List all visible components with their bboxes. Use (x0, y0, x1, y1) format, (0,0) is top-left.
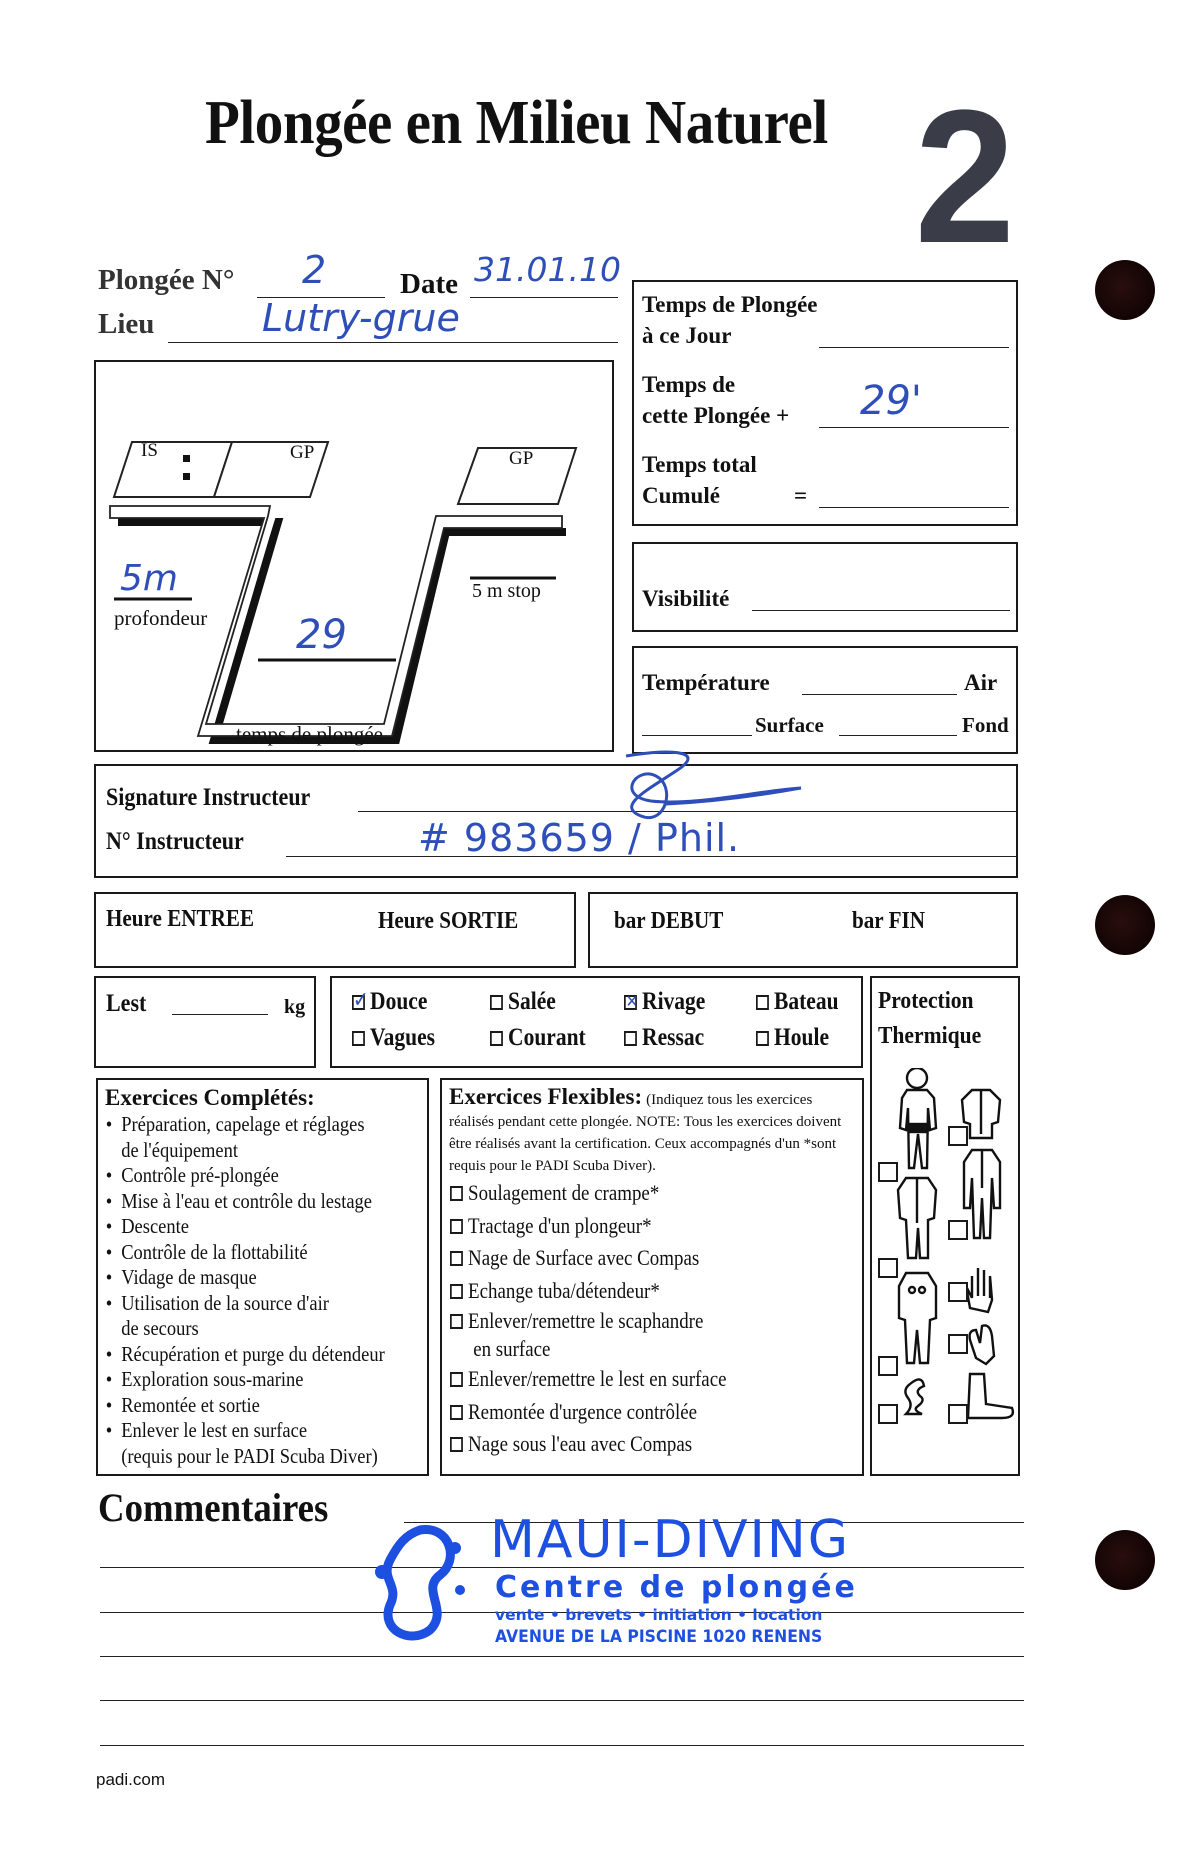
condition-bateau[interactable] (756, 988, 839, 1016)
exercise-checkbox[interactable] (450, 1314, 463, 1329)
tank-pressure-box (588, 892, 1018, 968)
surface-temperature-left-line[interactable] (642, 735, 752, 736)
dive-center-stamp (360, 1510, 880, 1660)
air-temperature-field[interactable] (802, 694, 957, 695)
entry-time-label: Heure ENTREE (106, 906, 255, 932)
this-dive-time-field[interactable] (819, 427, 1009, 428)
dive-profile-box (94, 360, 614, 752)
surface-label: Surface (755, 713, 824, 737)
air-label: Air (964, 670, 998, 695)
weight-box (94, 976, 316, 1068)
stamp-line-1: Centre de plongée (495, 1570, 858, 1605)
page-title: Plongée en Milieu Naturel (205, 89, 828, 157)
place-field[interactable] (168, 342, 618, 343)
date-label: Date (400, 268, 458, 300)
this-dive-time-value: 29' (860, 378, 922, 424)
protection-checkbox-swimsuit[interactable] (878, 1162, 898, 1182)
time-in-out-box (94, 892, 576, 968)
completed-exercises-box (96, 1078, 429, 1476)
weight-label: Lest (106, 990, 147, 1017)
exercise-label: Enlever/remettre le scaphandre (468, 1308, 704, 1333)
exercise-item: • Récupération et purge du détendeur (104, 1342, 440, 1368)
hood-icon (905, 1379, 924, 1414)
boot-icon (968, 1374, 1013, 1418)
condition-label: Courant (508, 1024, 586, 1051)
exercise-item: • Descente (104, 1214, 440, 1240)
shorty-wetsuit-icon (898, 1178, 936, 1258)
exercise-item: • Utilisation de la source d'air (104, 1291, 440, 1317)
flexible-exercises-title: Exercices Flexibles: (449, 1084, 643, 1109)
dive-number-value: 2 (302, 248, 327, 292)
bottom-temperature-field[interactable] (839, 735, 957, 736)
total-time-field[interactable] (819, 507, 1009, 508)
condition-label: Houle (774, 1024, 830, 1051)
condition-ressac[interactable] (624, 1024, 704, 1052)
glove-five-finger-icon (966, 1268, 992, 1312)
exercise-item: • Exploration sous-marine (104, 1367, 440, 1393)
swimsuit-figure-icon (900, 1068, 936, 1168)
exercise-checkbox[interactable] (450, 1372, 463, 1387)
condition-label: Ressac (642, 1024, 705, 1051)
visibility-field[interactable] (752, 610, 1010, 611)
is-separator-dot-bottom (183, 473, 190, 480)
stamp-name: MAUI-DIVING (490, 1510, 851, 1570)
is-label: IS (141, 440, 158, 461)
date-field[interactable] (470, 297, 618, 298)
punch-hole-top (1095, 260, 1155, 320)
exercise-checkbox[interactable] (450, 1437, 463, 1452)
exercise-item: • Enlever le lest en surface (104, 1418, 440, 1444)
weight-field[interactable] (172, 1014, 268, 1015)
exercise-label: Nage sous l'eau avec Compas (468, 1431, 693, 1456)
exercise-label: Remontée d'urgence contrôlée (468, 1398, 698, 1424)
drysuit-icon (899, 1273, 936, 1363)
gp-left-label: GP (290, 442, 315, 463)
instructor-number-label: N° Instructeur (106, 828, 244, 855)
checkbox-courant[interactable] (490, 1031, 503, 1046)
flexible-exercise-item[interactable] (450, 1363, 849, 1396)
exercise-checkbox[interactable] (450, 1186, 463, 1201)
footer-website: padi.com (96, 1770, 165, 1789)
checkbox-douce[interactable] (352, 995, 365, 1010)
instructor-number-value: # 983659 / Phil. (418, 816, 741, 860)
checkbox-houle[interactable] (756, 1031, 769, 1046)
protection-checkbox-drysuit[interactable] (878, 1356, 898, 1376)
flexible-exercises-box (440, 1078, 864, 1476)
completed-exercises-title: Exercices Complétés: (105, 1085, 315, 1110)
depth-label: profondeur (114, 606, 208, 630)
protection-checkbox-boots[interactable] (948, 1404, 968, 1424)
time-to-date-field[interactable] (819, 347, 1009, 348)
exercise-item: • Contrôle pré-plongée (104, 1163, 440, 1189)
condition-label: Douce (370, 988, 428, 1015)
exercise-checkbox[interactable] (450, 1219, 463, 1234)
is-separator-dot-top (183, 455, 190, 462)
condition-vagues[interactable] (352, 1024, 435, 1052)
dive-time-label: temps de plongée (236, 722, 383, 746)
condition-courant[interactable] (490, 1024, 586, 1052)
exercise-item-continued: (requis pour le PADI Scuba Diver) (121, 1443, 378, 1468)
exercise-item: • Vidage de masque (104, 1265, 440, 1291)
protection-checkbox-hood[interactable] (878, 1404, 898, 1424)
stamp-line-3: AVENUE DE LA PISCINE 1020 RENENS (495, 1627, 823, 1647)
temperature-label: Température (642, 670, 770, 695)
flexible-exercise-item[interactable] (450, 1275, 849, 1308)
protection-checkbox-mittens[interactable] (948, 1334, 968, 1354)
bottom-label: Fond (962, 713, 1009, 737)
exercise-label: Echange tuba/détendeur* (468, 1277, 660, 1303)
protection-label-2: Thermique (878, 1023, 982, 1049)
visibility-box (632, 542, 1018, 632)
depth-value: 5m (120, 558, 178, 599)
flexible-exercise-item[interactable] (450, 1428, 849, 1461)
condition-rivage[interactable] (624, 988, 705, 1016)
flexible-exercise-item[interactable] (450, 1396, 849, 1429)
protection-label-1: Protection (878, 988, 974, 1014)
completed-exercises-list (104, 1112, 424, 1469)
condition-label: Rivage (642, 988, 706, 1015)
condition-label: Salée (508, 988, 556, 1015)
checkbox-vagues[interactable] (352, 1031, 365, 1046)
protection-checkbox-full-wetsuit[interactable] (948, 1220, 968, 1240)
protection-checkbox-shorty[interactable] (878, 1258, 898, 1278)
exercise-item-continued: de l'équipement (121, 1137, 239, 1162)
punch-hole-bottom (1095, 1530, 1155, 1590)
protection-checkbox-shorty-top[interactable] (948, 1126, 968, 1146)
flexible-exercises-header (449, 1086, 859, 1177)
signature-label: Signature Instructeur (106, 784, 311, 811)
place-value: Lutry-grue (262, 296, 460, 340)
exercise-item: • Préparation, capelage et réglages (104, 1112, 440, 1138)
time-to-date-label-2: à ce Jour (642, 323, 732, 348)
gp-right-label: GP (509, 448, 534, 469)
flexible-exercise-item[interactable] (450, 1242, 849, 1275)
exercise-checkbox[interactable] (450, 1251, 463, 1266)
surface-interval-field[interactable] (114, 442, 232, 497)
flexible-exercise-item[interactable] (450, 1177, 849, 1210)
this-dive-time-label-1: Temps de (642, 372, 736, 397)
flexible-exercises-note: (Indiquez tous les exercices réalisés pendant cette plongée. NOTE: Tous les exercices doivent être réalisés avant la certification. Ceux accompagnés d'un *sont requis pour le PADI Scuba Diver). (449, 1092, 842, 1174)
protection-checkbox-gloves[interactable] (948, 1282, 968, 1302)
thermal-protection-box (870, 976, 1020, 1476)
condition-houle[interactable] (756, 1024, 829, 1052)
exercise-checkbox[interactable] (450, 1284, 463, 1299)
exit-time-label: Heure SORTIE (378, 908, 519, 934)
start-pressure-label: bar DEBUT (614, 908, 724, 934)
total-time-label-2: Cumulé (642, 483, 720, 508)
visibility-label: Visibilité (642, 586, 730, 611)
exercise-label: Nage de Surface avec Compas (468, 1245, 700, 1270)
flexible-exercise-item[interactable] (450, 1307, 849, 1363)
instructor-box (94, 764, 1018, 878)
checkbox-rivage[interactable] (624, 995, 637, 1010)
temperature-box (632, 646, 1018, 754)
seahorse-logo-icon (360, 1520, 470, 1650)
condition-salee[interactable] (490, 988, 556, 1016)
conditions-box (330, 976, 863, 1068)
dive-number-label: Plongée N° (98, 264, 235, 296)
exercise-label: Enlever/remettre le lest en surface (468, 1366, 727, 1391)
place-label: Lieu (98, 308, 155, 340)
flexible-exercises-list (450, 1177, 850, 1461)
condition-label: Bateau (774, 988, 839, 1015)
end-pressure-label: bar FIN (852, 908, 925, 934)
comments-line-5[interactable] (100, 1700, 1024, 1701)
exercise-label-continued: en surface (473, 1336, 551, 1361)
mitten-icon (970, 1325, 994, 1364)
this-dive-time-label-2: cette Plongée + (642, 403, 790, 428)
full-wetsuit-icon (964, 1150, 1000, 1238)
total-equals-sign: = (794, 483, 808, 508)
module-number: 2 (914, 71, 1016, 283)
condition-label: Vagues (370, 1024, 435, 1051)
dive-time-box (632, 280, 1018, 526)
total-time-label-1: Temps total (642, 452, 757, 477)
comments-line-6[interactable] (100, 1745, 1024, 1746)
exercise-item: • Remontée et sortie (104, 1393, 440, 1419)
weight-unit: kg (284, 996, 306, 1018)
checkbox-ressac[interactable] (624, 1031, 637, 1046)
exercise-item: • Mise à l'eau et contrôle du lestage (104, 1189, 440, 1215)
exercise-label: Tractage d'un plongeur* (468, 1212, 652, 1238)
checkbox-bateau[interactable] (756, 995, 769, 1010)
exercise-item-continued: de secours (121, 1316, 199, 1340)
dive-profile-diagram (96, 362, 612, 750)
punch-hole-middle (1095, 895, 1155, 955)
condition-douce[interactable] (352, 988, 427, 1016)
exercise-checkbox[interactable] (450, 1405, 463, 1420)
time-to-date-label-1: Temps de Plongée (642, 292, 818, 317)
stamp-line-2: vente • brevets • initiation • location (495, 1606, 823, 1624)
dive-time-value: 29 (296, 612, 347, 658)
exercise-label: Soulagement de crampe* (468, 1180, 660, 1205)
checkbox-salee[interactable] (490, 995, 503, 1010)
exercise-item: • Contrôle de la flottabilité (104, 1240, 440, 1266)
flexible-exercise-item[interactable] (450, 1210, 849, 1243)
comments-label: Commentaires (98, 1485, 329, 1530)
safety-stop-label: 5 m stop (472, 580, 541, 602)
date-value: 31.01.10 (474, 250, 621, 289)
